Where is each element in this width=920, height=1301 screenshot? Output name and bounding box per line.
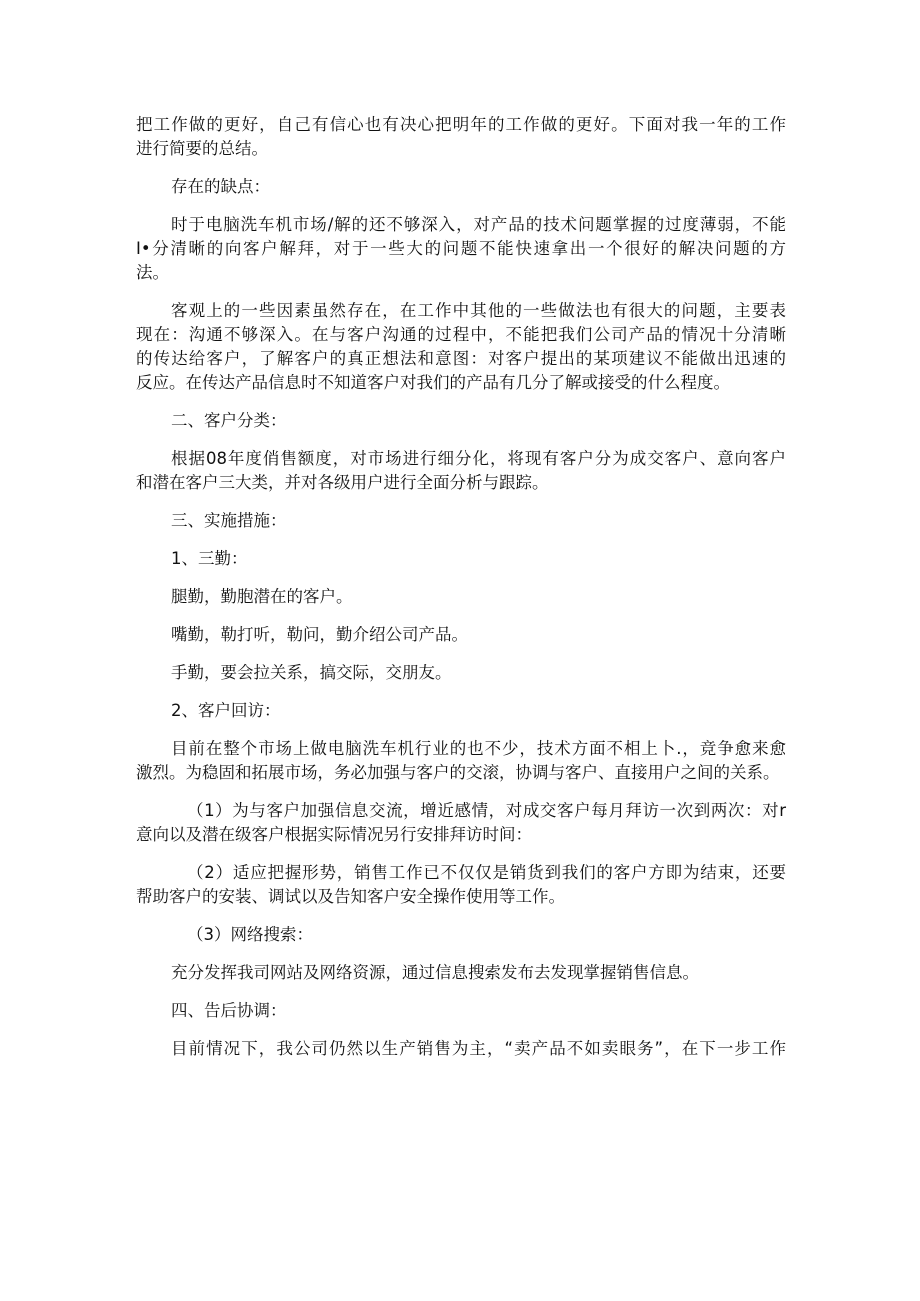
heading-shortcomings bbox=[136, 175, 786, 199]
text-line: I•分清晰的向客户解拜，对于一些大的问题不能快速拿出一个很好的解决问题的方 bbox=[136, 239, 786, 258]
text-line: 的传达给客户，了解客户的真正想法和意图：对客户提出的某项建议不能做出迅速的 bbox=[136, 349, 786, 368]
text-line: 激烈。为稳固和拓展市场，务必加强与客户的交滚，协调与客户、直接用户之间的关系。 bbox=[136, 763, 780, 782]
text-line: 进行简要的总结。 bbox=[136, 139, 268, 158]
text-line: 存在的缺点： bbox=[171, 177, 270, 196]
text-line: 2、客户回访： bbox=[171, 701, 281, 720]
paragraph-network bbox=[136, 961, 786, 985]
paragraph-customer-classification bbox=[136, 447, 786, 495]
text-line: 和潜在客户三大类，并对各级用户进行全面分析与跟踪。 bbox=[136, 473, 549, 492]
text-line: 目前在整个市场上做电脑洗车机行业的也不少，技术方面不相上卜.，竞争愈来愈 bbox=[171, 739, 786, 758]
document-page bbox=[136, 113, 786, 1061]
text-line: 充分发挥我司网站及网络资源，通过信息搜索发布去发现掌握销售信息。 bbox=[171, 963, 699, 982]
text-line: 帮助客户的安装、调试以及告知客户安全操作使用等工作。 bbox=[136, 887, 565, 906]
text-line: （3）网络搜索： bbox=[187, 925, 313, 944]
list-item-legs bbox=[136, 585, 786, 609]
paragraph-market-situation bbox=[136, 737, 786, 785]
text-line: 1、三勤： bbox=[171, 549, 248, 568]
paragraph-item-1 bbox=[136, 799, 786, 847]
text-line: 目前情况下，我公司仍然以生产销售为主，“卖产品不如卖眼务”，在下一步工作 bbox=[171, 1039, 786, 1058]
text-line: （1）为与客户加强信息交流，增近感情，对成交客户每月拜访一次到两次：对r bbox=[187, 801, 786, 820]
heading-after-sales bbox=[136, 999, 786, 1023]
paragraph-after-sales bbox=[136, 1037, 786, 1061]
text-line: 时于电脑洗车机市场/解的还不够深入，对产品的技术问题掌握的过度薄弱，不能 bbox=[171, 215, 786, 234]
text-line: 三、实施措施： bbox=[171, 511, 287, 530]
paragraph-item-2 bbox=[136, 861, 786, 909]
heading-measures bbox=[136, 509, 786, 533]
text-line: 反应。在传达产品信息时不知道客户对我们的产品有几分了解或接受的什么程度。 bbox=[136, 373, 730, 392]
text-line: 客观上的一些因素虽然存在，在工作中其他的一些做法也有很大的问题，主要表 bbox=[171, 301, 786, 320]
text-line: 法。 bbox=[136, 263, 169, 282]
text-line: 把工作做的更好，自己有信心也有决心把明年的工作做的更好。下面对我一年的工作 bbox=[136, 115, 786, 134]
text-line: 现在：沟通不够深入。在与客户沟通的过程中，不能把我们公司产品的情况十分清晰 bbox=[136, 325, 786, 344]
text-line: 嘴勤，勒打听，勒问，勤介绍公司产品。 bbox=[171, 625, 468, 644]
text-line: 根据08年度俏售额度，对市场进行细分化，将现有客户分为成交客户、意向客户 bbox=[171, 449, 786, 468]
paragraph-shortcomings-2 bbox=[136, 299, 786, 395]
text-line: 二、客户分类： bbox=[171, 411, 287, 430]
text-line: （2）适应把握形势，销售工作已不仅仅是销货到我们的客户方即为结束，还要 bbox=[187, 863, 786, 882]
list-item-hands bbox=[136, 661, 786, 685]
text-line: 手勤，要会拉关系，搞交际，交朋友。 bbox=[171, 663, 452, 682]
text-line: 四、告后协调： bbox=[171, 1001, 287, 1020]
paragraph-item-3 bbox=[136, 923, 786, 947]
list-item-mouth bbox=[136, 623, 786, 647]
text-line: 腿勤，勤胞潜在的客户。 bbox=[171, 587, 353, 606]
text-line: 意向以及潜在级客户根据实际情况另行安排拜访时间： bbox=[136, 825, 532, 844]
paragraph-intro bbox=[136, 113, 786, 161]
subheading-three-diligence bbox=[136, 547, 786, 571]
heading-customer-classification bbox=[136, 409, 786, 433]
paragraph-shortcomings-1 bbox=[136, 213, 786, 285]
subheading-customer-visits bbox=[136, 699, 786, 723]
